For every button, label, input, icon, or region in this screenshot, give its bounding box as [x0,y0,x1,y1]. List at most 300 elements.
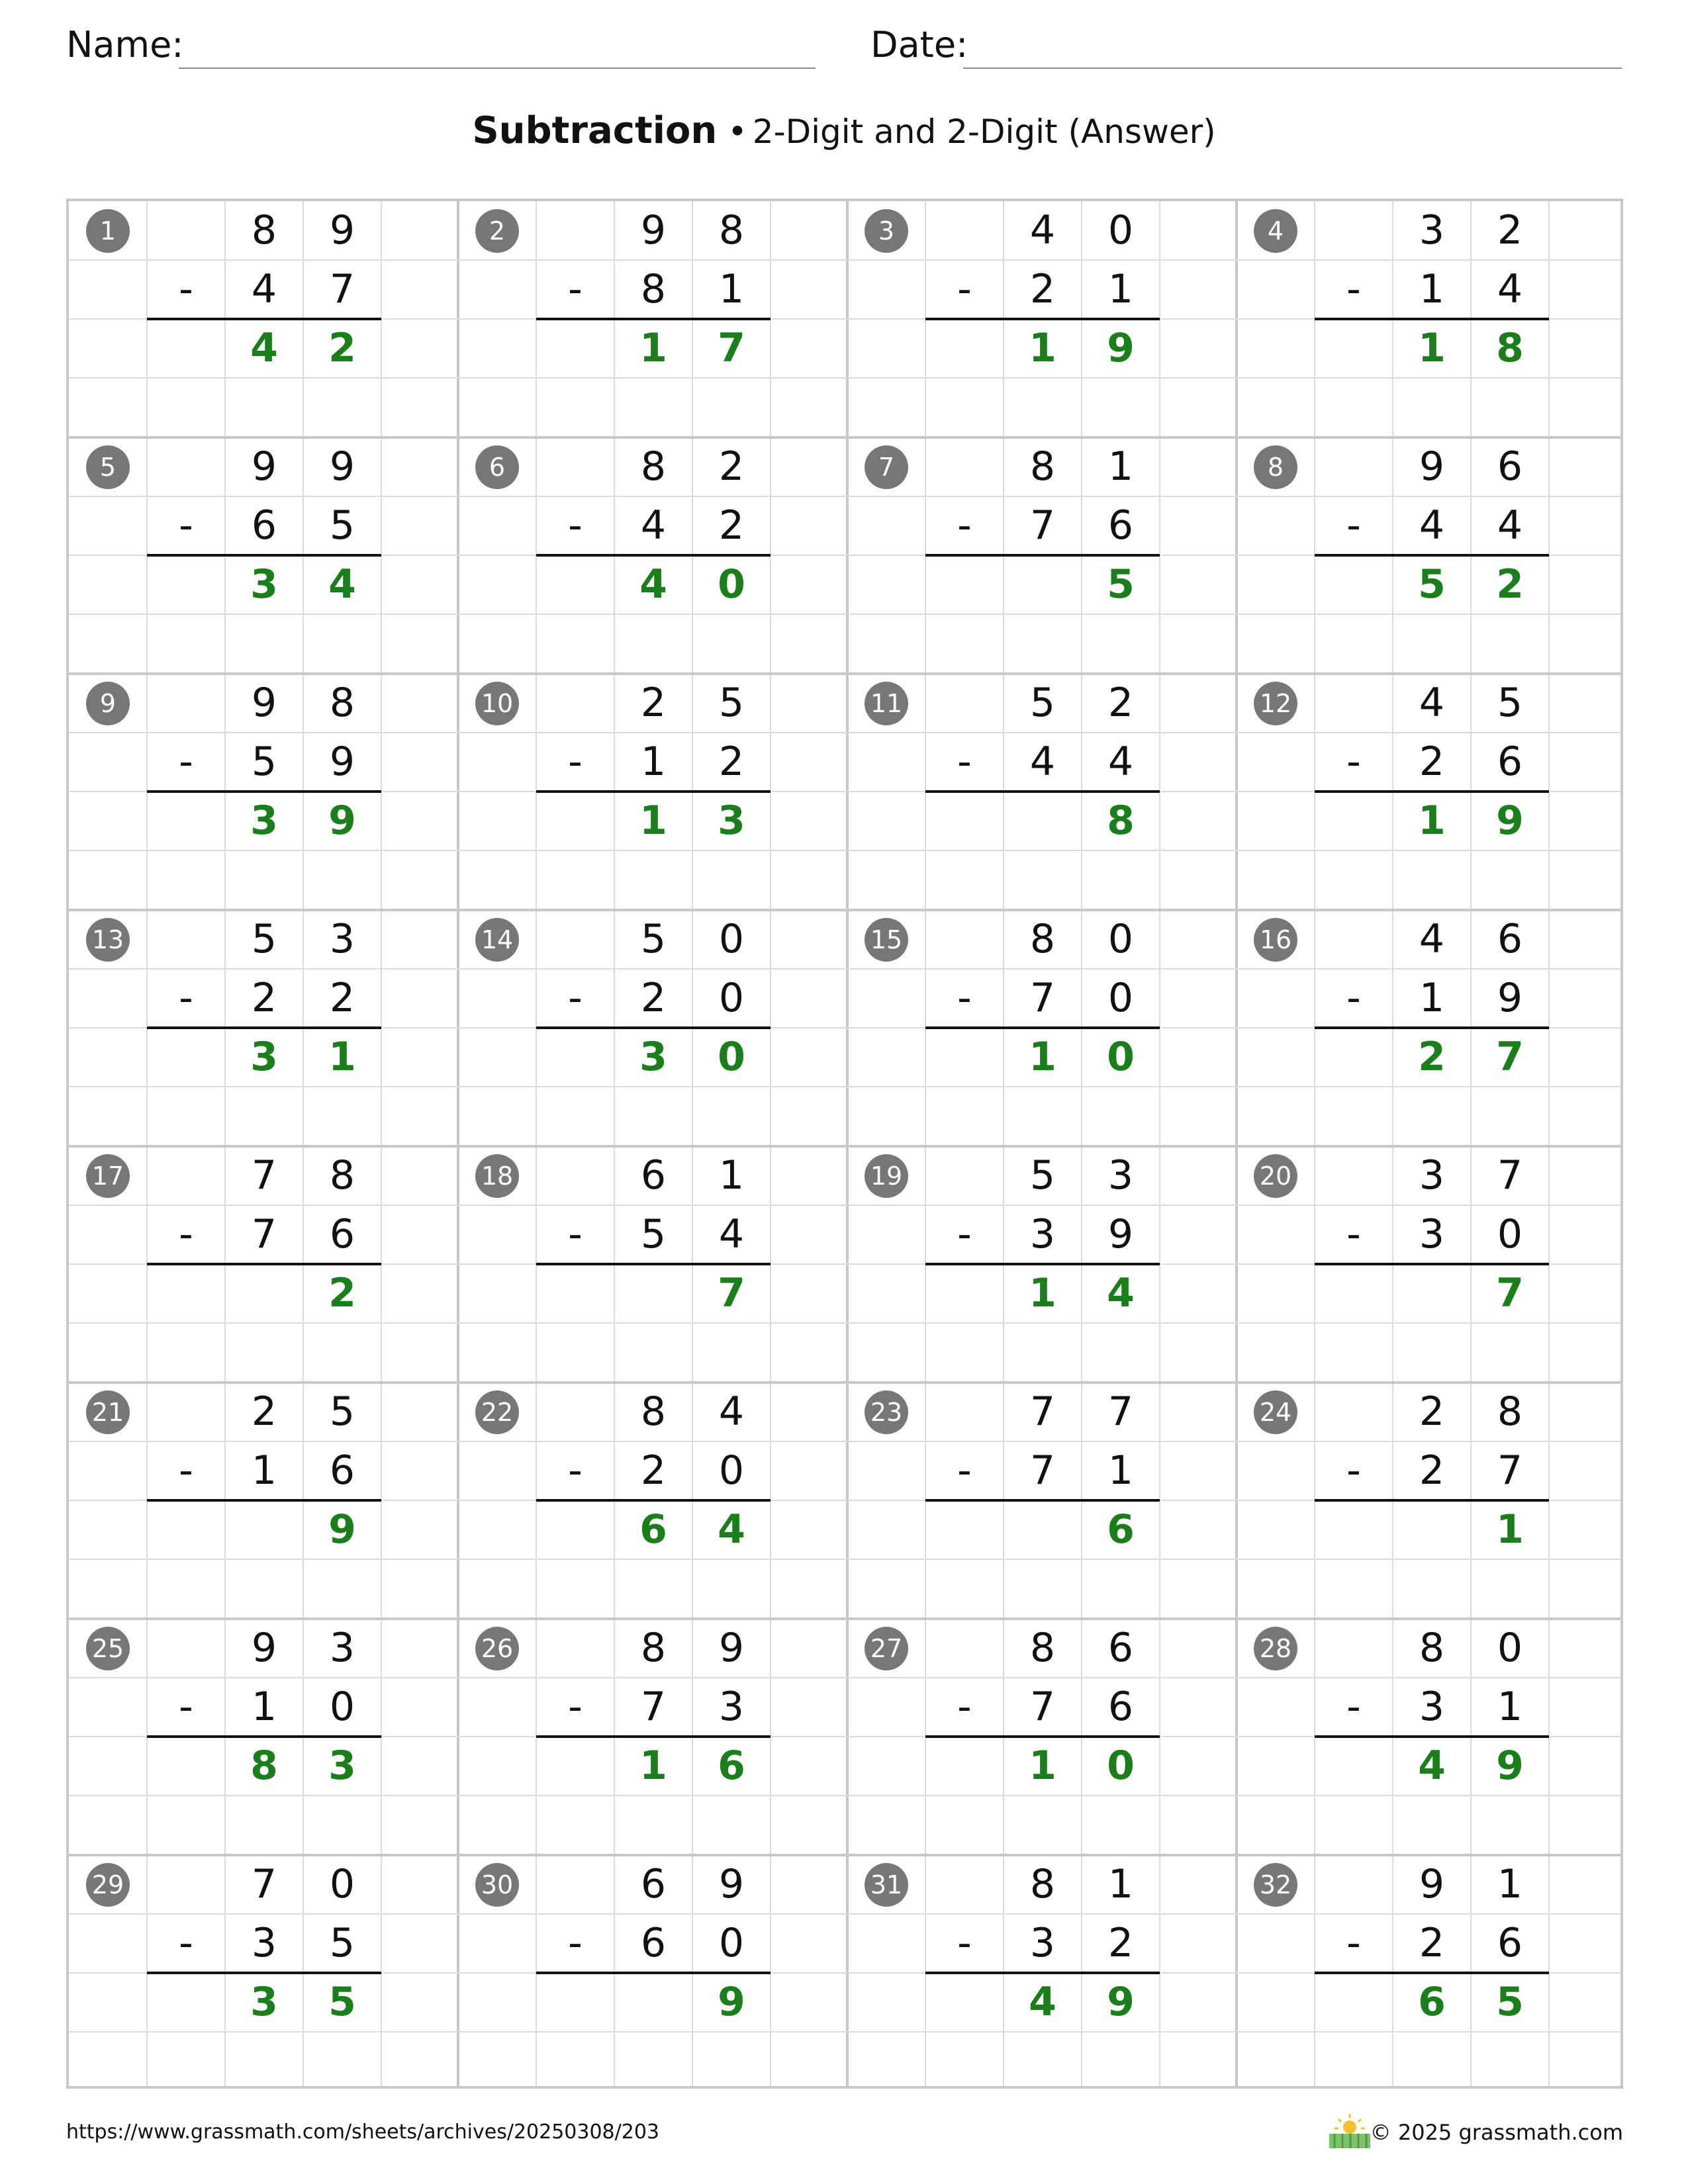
answer-tens-digit: 1 [1418,325,1446,371]
minuend-tens-digit: 8 [1029,1861,1056,1907]
minuend-tens-digit: 3 [1419,1152,1445,1199]
answer-tens-digit: 1 [639,797,667,844]
subtrahend-ones-digit: 4 [1107,739,1134,785]
minus-sign: - [957,1684,972,1730]
minuend-ones-digit: 6 [1497,443,1523,490]
subtrahend-ones-digit: 6 [1497,1920,1523,1966]
answer-ones-digit: 0 [1107,1034,1135,1080]
answer-ones-digit: 4 [718,1506,745,1553]
problem-number-badge: 21 [86,1390,130,1434]
minus-sign: - [568,266,583,312]
minuend-ones-digit: 5 [1497,680,1523,726]
problem-number-badge: 10 [475,682,519,725]
answer-tens-digit: 1 [639,1743,667,1789]
answer-ones-digit: 4 [1107,1270,1135,1316]
minus-sign: - [957,1920,972,1966]
answer-tens-digit: 1 [1418,797,1446,844]
problem-11 [847,674,1237,910]
subtrahend-tens-digit: 2 [1419,1920,1445,1966]
subtrahend-tens-digit: 4 [1419,502,1445,549]
minuend-tens-digit: 9 [640,207,667,253]
minuend-ones-digit: 0 [1107,916,1134,962]
answer-tens-digit: 8 [250,1743,278,1789]
problem-number-badge: 9 [86,682,130,725]
answer-tens-digit: 4 [250,325,278,371]
answer-tens-digit: 1 [639,325,667,371]
problem-number-badge: 31 [865,1863,908,1907]
problem-5 [69,437,458,674]
subtrahend-ones-digit: 6 [1497,739,1523,785]
minus-sign: - [1346,1211,1361,1257]
subtrahend-tens-digit: 1 [640,739,667,785]
problem-20 [1237,1146,1626,1383]
minus-sign: - [957,266,972,312]
subtrahend-ones-digit: 6 [329,1211,355,1257]
answer-tens-digit: 4 [1029,1979,1056,2025]
minuend-tens-digit: 2 [640,680,667,726]
minus-sign: - [957,975,972,1021]
minuend-ones-digit: 3 [329,1625,355,1671]
problem-number-badge: 23 [865,1390,908,1434]
subtrahend-ones-digit: 6 [1107,502,1134,549]
answer-tens-digit [614,1264,692,1323]
answer-tens-digit: 5 [1418,561,1446,608]
minus-sign: - [179,1447,193,1494]
problem-number-badge: 25 [86,1627,130,1670]
subtrahend-ones-digit: 0 [1107,975,1134,1021]
subtrahend-tens-digit: 1 [251,1447,277,1494]
problem-number-badge: 22 [475,1390,519,1434]
answer-ones-digit: 9 [328,1506,356,1553]
minus-sign: - [568,739,583,785]
minus-sign: - [179,975,193,1021]
problem-6 [458,437,847,674]
subtrahend-ones-digit: 6 [1107,1684,1134,1730]
subtrahend-ones-digit: 1 [718,266,745,312]
answer-ones-digit: 7 [718,1270,745,1316]
subtrahend-tens-digit: 3 [1419,1211,1445,1257]
minus-sign: - [568,1920,583,1966]
answer-ones-digit: 9 [1107,325,1135,371]
answer-ones-digit: 9 [718,1979,745,2025]
subtrahend-tens-digit: 3 [251,1920,277,1966]
subtrahend-ones-digit: 3 [718,1684,745,1730]
minuend-ones-digit: 2 [1497,207,1523,253]
answer-tens-digit: 3 [250,561,278,608]
subtrahend-tens-digit: 7 [1029,975,1056,1021]
problem-14 [458,910,847,1146]
problem-number-badge: 20 [1254,1154,1297,1198]
page-title [0,106,1688,157]
answer-tens-digit: 4 [1418,1743,1446,1789]
answer-ones-digit: 2 [328,1270,356,1316]
minuend-ones-digit: 6 [1107,1625,1134,1671]
answer-tens-digit: 1 [1029,1034,1056,1080]
problem-number-badge: 3 [865,209,908,253]
answer-tens-digit: 4 [639,561,667,608]
answer-tens-digit: 3 [639,1034,667,1080]
minuend-tens-digit: 5 [251,916,277,962]
subtrahend-tens-digit: 1 [1419,266,1445,312]
answer-ones-digit: 8 [1496,325,1524,371]
minus-sign: - [1346,739,1361,785]
date-label: Date: [870,24,968,66]
subtrahend-tens-digit: 4 [640,502,667,549]
answer-tens-digit: 3 [250,797,278,844]
minus-sign: - [1346,1684,1361,1730]
problem-32 [1237,1855,1626,2091]
problem-number-badge: 7 [865,445,908,489]
minuend-ones-digit: 8 [329,1152,355,1199]
answer-tens-digit: 6 [639,1506,667,1553]
answer-ones-digit: 0 [718,561,745,608]
minuend-tens-digit: 2 [251,1388,277,1435]
answer-ones-digit: 0 [1107,1743,1135,1789]
problem-22 [458,1383,847,1619]
answer-ones-digit: 7 [1496,1034,1524,1080]
answer-ones-digit: 6 [1107,1506,1135,1553]
minuend-ones-digit: 1 [1497,1861,1523,1907]
minus-sign: - [957,1447,972,1494]
minus-sign: - [568,1684,583,1730]
answer-ones-digit: 5 [328,1979,356,2025]
problem-number-badge: 15 [865,918,908,962]
minuend-ones-digit: 9 [329,443,355,490]
minuend-ones-digit: 8 [718,207,745,253]
answer-ones-digit: 2 [1496,561,1524,608]
answer-ones-digit: 1 [1496,1506,1524,1553]
minuend-tens-digit: 9 [251,680,277,726]
answer-ones-digit: 9 [1107,1979,1135,2025]
problem-3 [847,201,1237,437]
minuend-ones-digit: 0 [329,1861,355,1907]
minuend-ones-digit: 1 [718,1152,745,1199]
subtrahend-tens-digit: 2 [251,975,277,1021]
problem-number-badge: 8 [1254,445,1297,489]
minuend-tens-digit: 9 [251,443,277,490]
answer-tens-digit: 6 [1418,1979,1446,2025]
minuend-tens-digit: 9 [1419,1861,1445,1907]
minuend-tens-digit: 8 [1029,1625,1056,1671]
minus-sign: - [1346,1447,1361,1494]
subtrahend-tens-digit: 2 [1419,1447,1445,1494]
minus-sign: - [179,1920,193,1966]
subtrahend-ones-digit: 4 [1497,502,1523,549]
minuend-ones-digit: 0 [718,916,745,962]
answer-ones-digit: 7 [1496,1270,1524,1316]
minuend-ones-digit: 0 [1107,207,1134,253]
minuend-tens-digit: 8 [251,207,277,253]
problem-number-badge: 2 [475,209,519,253]
answer-ones-digit: 3 [328,1743,356,1789]
problem-1 [69,201,458,437]
problem-23 [847,1383,1237,1619]
minuend-tens-digit: 8 [1029,443,1056,490]
minus-sign: - [568,975,583,1021]
minuend-tens-digit: 5 [1029,680,1056,726]
problem-number-badge: 24 [1254,1390,1297,1434]
minuend-ones-digit: 9 [718,1625,745,1671]
minuend-tens-digit: 4 [1419,680,1445,726]
problem-17 [69,1146,458,1383]
subtrahend-ones-digit: 0 [329,1684,355,1730]
minuend-tens-digit: 6 [640,1152,667,1199]
footer-copyright: © 2025 grassmath.com [1370,2120,1623,2145]
subtrahend-tens-digit: 1 [251,1684,277,1730]
minuend-ones-digit: 7 [1107,1388,1134,1435]
minuend-tens-digit: 4 [1419,916,1445,962]
answer-tens-digit [225,1264,303,1323]
minuend-ones-digit: 8 [329,680,355,726]
minuend-tens-digit: 5 [640,916,667,962]
subtrahend-tens-digit: 3 [1029,1211,1056,1257]
minus-sign: - [957,739,972,785]
answer-tens-digit: 1 [1029,325,1056,371]
minuend-tens-digit: 8 [640,1625,667,1671]
minus-sign: - [1346,502,1361,549]
minuend-tens-digit: 7 [251,1861,277,1907]
minus-sign: - [179,502,193,549]
minuend-tens-digit: 8 [1419,1625,1445,1671]
minus-sign: - [568,502,583,549]
problem-8 [1237,437,1626,674]
subtrahend-tens-digit: 7 [251,1211,277,1257]
answer-tens-digit: 2 [1418,1034,1446,1080]
answer-ones-digit: 9 [328,797,356,844]
subtrahend-ones-digit: 0 [718,1447,745,1494]
answer-tens-digit: 1 [1029,1743,1056,1789]
problem-27 [847,1619,1237,1855]
name-line[interactable] [179,68,816,69]
subtrahend-tens-digit: 2 [1029,266,1056,312]
problem-10 [458,674,847,910]
answer-ones-digit: 9 [1496,1743,1524,1789]
problem-24 [1237,1383,1626,1619]
problem-number-badge: 5 [86,445,130,489]
problem-21 [69,1383,458,1619]
problem-number-badge: 12 [1254,682,1297,725]
minuend-ones-digit: 8 [1497,1388,1523,1435]
name-label: Name: [66,24,184,66]
subtrahend-ones-digit: 5 [329,1920,355,1966]
problem-18 [458,1146,847,1383]
minuend-ones-digit: 6 [1497,916,1523,962]
problem-number-badge: 4 [1254,209,1297,253]
subtrahend-tens-digit: 2 [1419,739,1445,785]
subtrahend-ones-digit: 2 [718,739,745,785]
answer-tens-digit [1004,555,1082,614]
subtrahend-ones-digit: 6 [329,1447,355,1494]
problem-29 [69,1855,458,2091]
subtrahend-tens-digit: 6 [251,502,277,549]
problem-26 [458,1619,847,1855]
subtrahend-tens-digit: 3 [1419,1684,1445,1730]
answer-tens-digit [1004,792,1082,850]
minus-sign: - [179,1684,193,1730]
answer-tens-digit [225,1500,303,1559]
minuend-ones-digit: 7 [1497,1152,1523,1199]
answer-ones-digit: 0 [718,1034,745,1080]
minuend-tens-digit: 8 [640,443,667,490]
minuend-ones-digit: 1 [1107,443,1134,490]
footer-url[interactable]: https://www.grassmath.com/sheets/archives/20250308/203 [66,2120,660,2144]
problem-31 [847,1855,1237,2091]
subtrahend-tens-digit: 2 [640,1447,667,1494]
problem-number-badge: 18 [475,1154,519,1198]
problem-number-badge: 29 [86,1863,130,1907]
answer-ones-digit: 5 [1107,561,1135,608]
problem-number-badge: 14 [475,918,519,962]
answer-tens-digit [614,1973,692,2032]
answer-ones-digit: 4 [328,561,356,608]
subtrahend-tens-digit: 7 [640,1684,667,1730]
minuend-tens-digit: 7 [1029,1388,1056,1435]
problem-number-badge: 1 [86,209,130,253]
answer-ones-digit: 2 [328,325,356,371]
subtrahend-tens-digit: 5 [640,1211,667,1257]
problem-9 [69,674,458,910]
subtrahend-ones-digit: 2 [329,975,355,1021]
minuend-ones-digit: 3 [1107,1152,1134,1199]
grass-sun-logo-icon [1327,2111,1373,2151]
subtrahend-ones-digit: 9 [329,739,355,785]
subtrahend-tens-digit: 1 [1419,975,1445,1021]
problem-28 [1237,1619,1626,1855]
title-separator: • [727,113,747,151]
minuend-ones-digit: 9 [718,1861,745,1907]
problem-number-badge: 30 [475,1863,519,1907]
subtrahend-ones-digit: 9 [1497,975,1523,1021]
minuend-tens-digit: 4 [1029,207,1056,253]
minus-sign: - [1346,975,1361,1021]
minus-sign: - [1346,266,1361,312]
subtrahend-tens-digit: 4 [1029,739,1056,785]
subtrahend-ones-digit: 1 [1497,1684,1523,1730]
minus-sign: - [179,739,193,785]
minus-sign: - [179,1211,193,1257]
minuend-ones-digit: 4 [718,1388,745,1435]
subtrahend-ones-digit: 7 [329,266,355,312]
subtrahend-tens-digit: 6 [640,1920,667,1966]
minuend-tens-digit: 8 [640,1388,667,1435]
problem-number-badge: 16 [1254,918,1297,962]
problem-number-badge: 11 [865,682,908,725]
subtrahend-ones-digit: 2 [1107,1920,1134,1966]
answer-ones-digit: 1 [328,1034,356,1080]
problem-grid [66,199,1623,2089]
answer-tens-digit: 3 [250,1979,278,2025]
problem-number-badge: 19 [865,1154,908,1198]
subtrahend-ones-digit: 9 [1107,1211,1134,1257]
problem-12 [1237,674,1626,910]
minuend-tens-digit: 7 [251,1152,277,1199]
minus-sign: - [957,502,972,549]
minus-sign: - [568,1211,583,1257]
answer-ones-digit: 5 [1496,1979,1524,2025]
minuend-ones-digit: 2 [1107,680,1134,726]
subtrahend-ones-digit: 5 [329,502,355,549]
subtrahend-ones-digit: 1 [1107,1447,1134,1494]
minuend-tens-digit: 5 [1029,1152,1056,1199]
minuend-tens-digit: 8 [1029,916,1056,962]
subtrahend-tens-digit: 4 [251,266,277,312]
problem-number-badge: 6 [475,445,519,489]
problem-4 [1237,201,1626,437]
problem-16 [1237,910,1626,1146]
answer-ones-digit: 3 [718,797,745,844]
problem-25 [69,1619,458,1855]
problem-30 [458,1855,847,2091]
minuend-ones-digit: 5 [718,680,745,726]
problem-number-badge: 27 [865,1627,908,1670]
problem-15 [847,910,1237,1146]
answer-ones-digit: 8 [1107,797,1135,844]
problem-number-badge: 32 [1254,1863,1297,1907]
minus-sign: - [957,1211,972,1257]
minuend-ones-digit: 5 [329,1388,355,1435]
problem-19 [847,1146,1237,1383]
minus-sign: - [568,1447,583,1494]
subtrahend-ones-digit: 2 [718,502,745,549]
subtrahend-ones-digit: 0 [1497,1211,1523,1257]
minuend-ones-digit: 2 [718,443,745,490]
minus-sign: - [1346,1920,1361,1966]
subtrahend-ones-digit: 4 [1497,266,1523,312]
subtrahend-ones-digit: 1 [1107,266,1134,312]
subtrahend-tens-digit: 3 [1029,1920,1056,1966]
minuend-tens-digit: 9 [1419,443,1445,490]
minuend-ones-digit: 9 [329,207,355,253]
problem-number-badge: 28 [1254,1627,1297,1670]
subtrahend-ones-digit: 7 [1497,1447,1523,1494]
problem-7 [847,437,1237,674]
subtrahend-ones-digit: 0 [718,1920,745,1966]
subtrahend-tens-digit: 7 [1029,1447,1056,1494]
answer-tens-digit [1004,1500,1082,1559]
answer-ones-digit: 6 [718,1743,745,1789]
minuend-ones-digit: 1 [1107,1861,1134,1907]
subtrahend-tens-digit: 5 [251,739,277,785]
answer-tens-digit [1393,1264,1471,1323]
subtrahend-tens-digit: 7 [1029,502,1056,549]
problem-number-badge: 17 [86,1154,130,1198]
subtrahend-tens-digit: 7 [1029,1684,1056,1730]
answer-tens-digit: 3 [250,1034,278,1080]
subtrahend-ones-digit: 0 [718,975,745,1021]
title-main: Subtraction [472,109,718,152]
problem-13 [69,910,458,1146]
date-line[interactable] [963,68,1622,69]
answer-ones-digit: 9 [1496,797,1524,844]
problem-number-badge: 13 [86,918,130,962]
minuend-tens-digit: 2 [1419,1388,1445,1435]
minuend-tens-digit: 9 [251,1625,277,1671]
minuend-tens-digit: 3 [1419,207,1445,253]
minuend-ones-digit: 0 [1497,1625,1523,1671]
minuend-ones-digit: 3 [329,916,355,962]
minus-sign: - [179,266,193,312]
minuend-tens-digit: 6 [640,1861,667,1907]
subtrahend-ones-digit: 4 [718,1211,745,1257]
problem-number-badge: 26 [475,1627,519,1670]
title-subtitle: 2-Digit and 2-Digit (Answer) [752,113,1216,151]
subtrahend-tens-digit: 8 [640,266,667,312]
subtrahend-tens-digit: 2 [640,975,667,1021]
problem-2 [458,201,847,437]
answer-tens-digit: 1 [1029,1270,1056,1316]
answer-ones-digit: 7 [718,325,745,371]
answer-tens-digit [1393,1500,1471,1559]
